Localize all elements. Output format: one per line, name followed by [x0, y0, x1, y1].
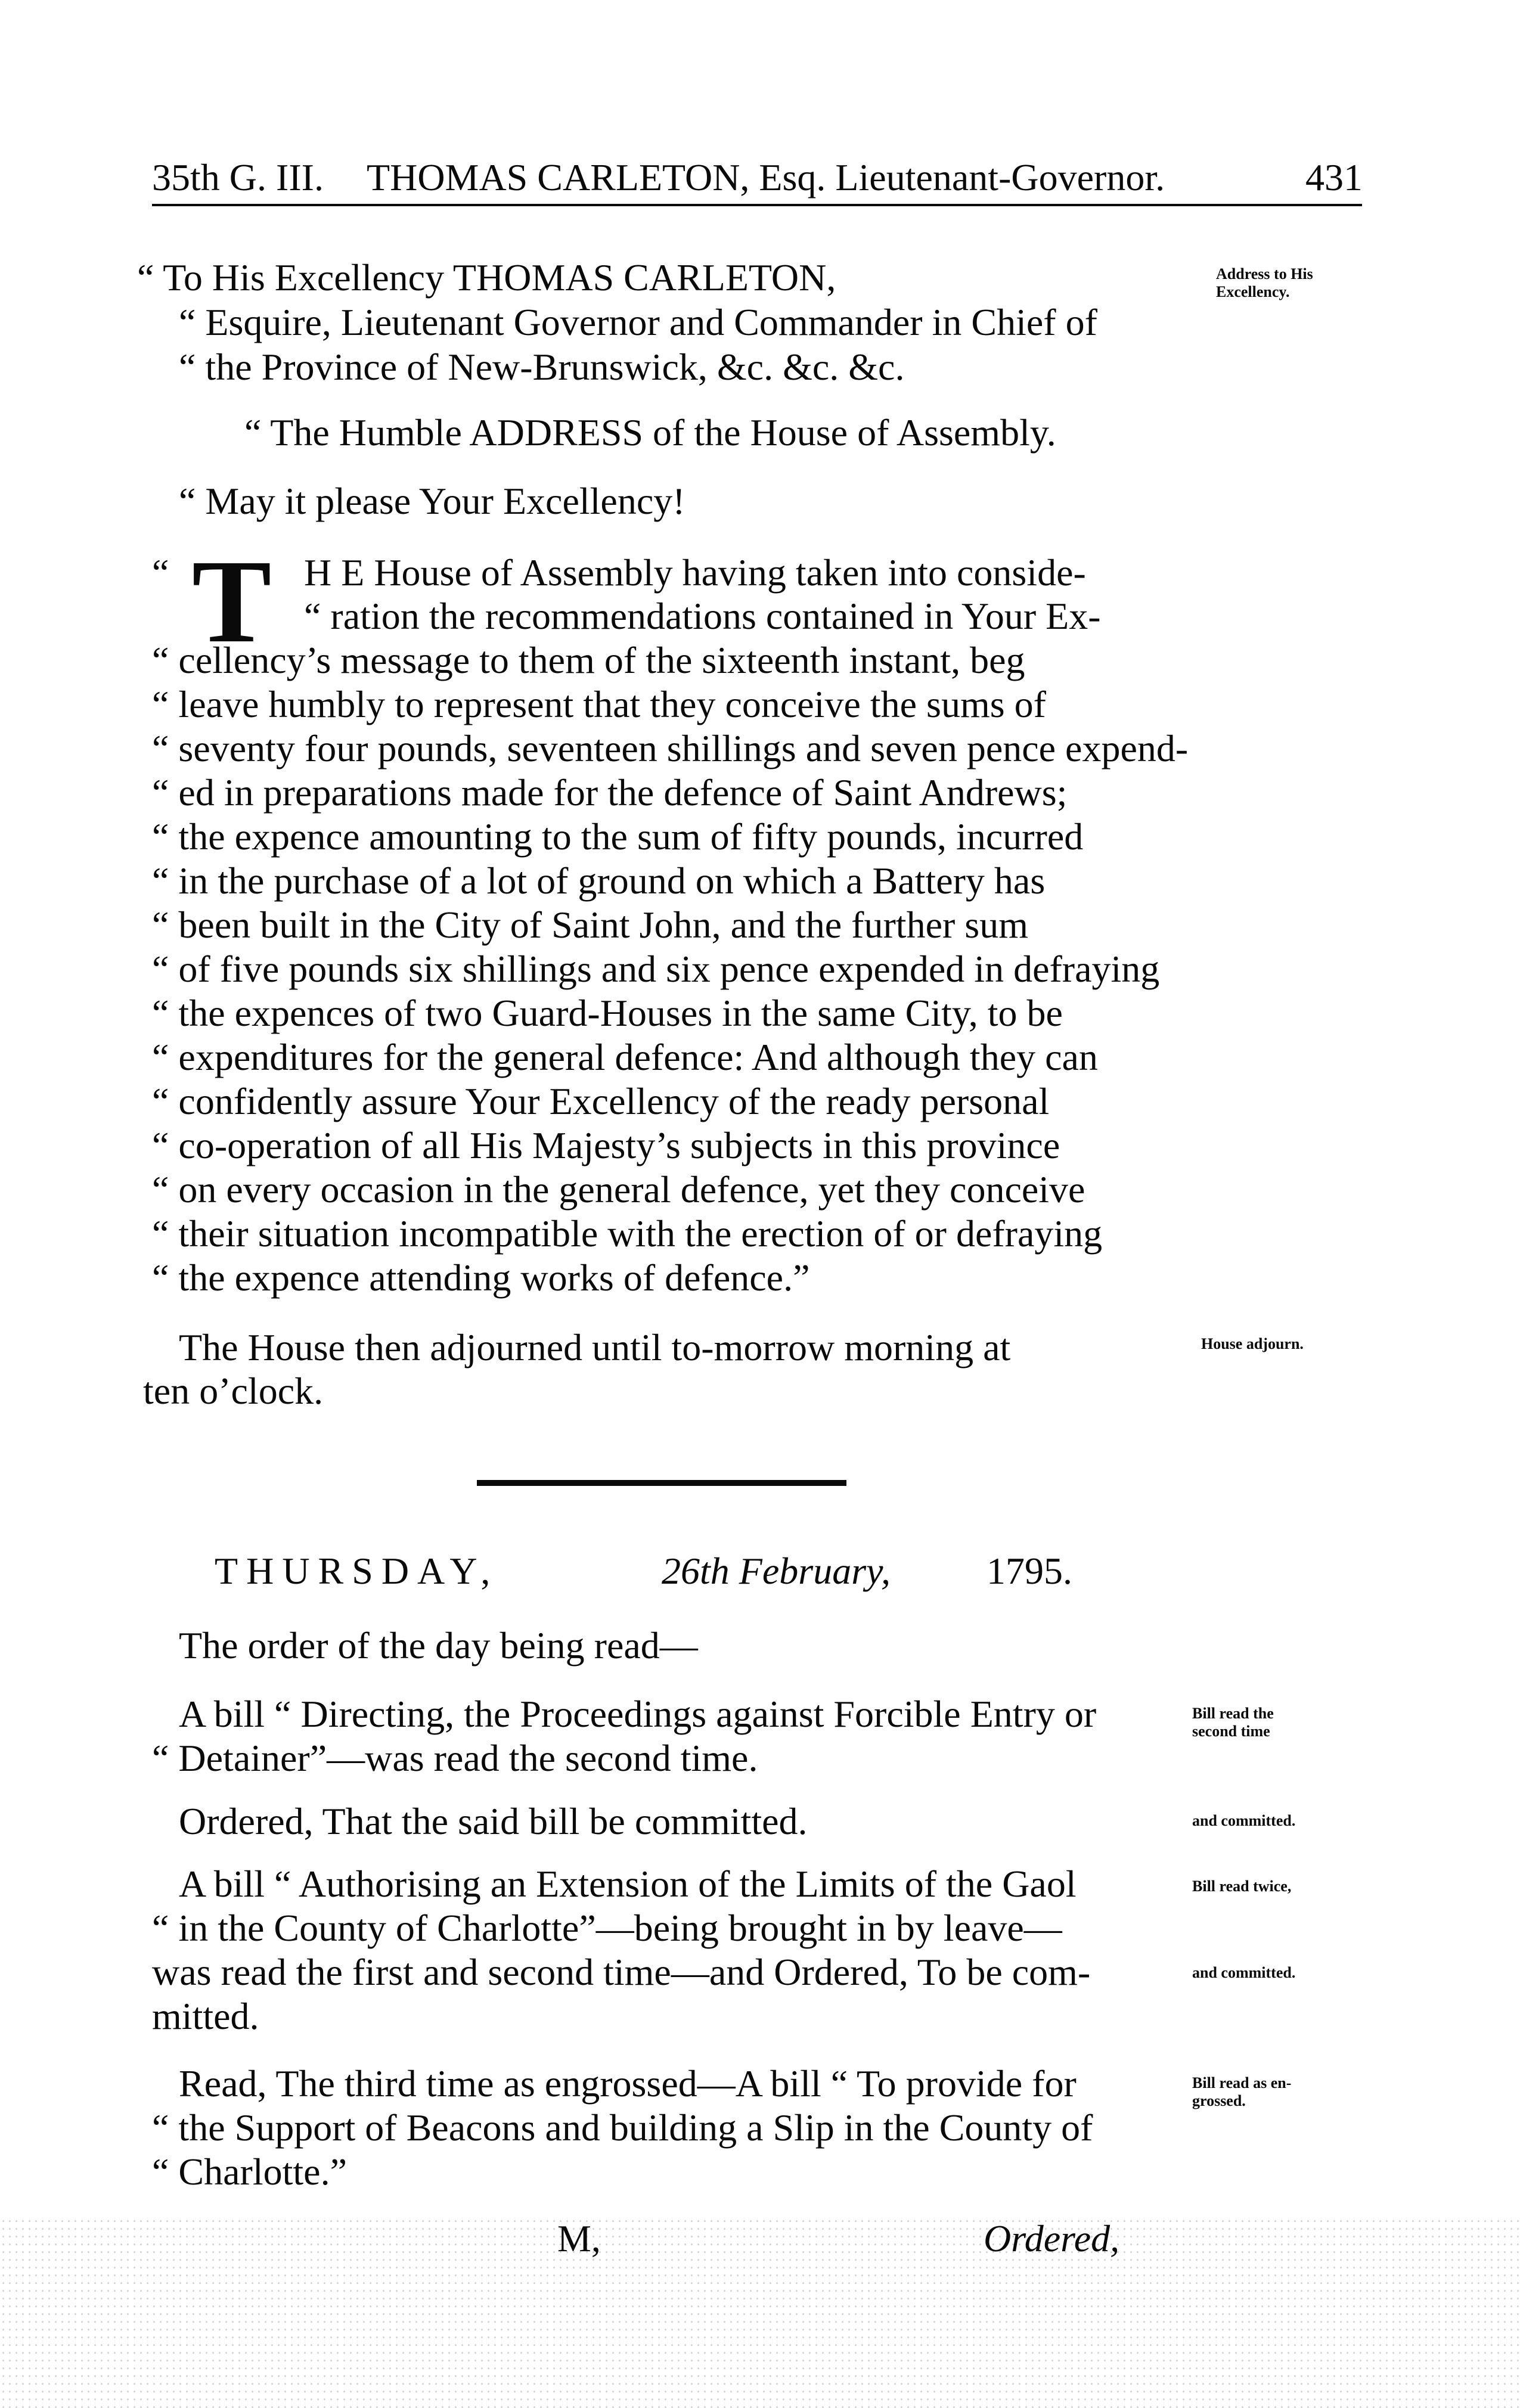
- body-line: “ the expence amounting to the sum of fifty pounds, incurred: [152, 815, 1084, 858]
- body-line: “ co-operation of all His Majesty’s subjects in this province: [152, 1124, 1060, 1166]
- margin-note-line: Bill read as en-: [1192, 2074, 1292, 2092]
- body-line: “ confidently assure Your Excellency of the ready personal: [152, 1080, 1050, 1122]
- margin-note-committed: and committed.: [1192, 1812, 1296, 1829]
- body-line: “ in the purchase of a lot of ground on which a Battery has: [152, 859, 1046, 902]
- bill-text: “ Detainer”—was read the second time.: [152, 1737, 758, 1779]
- bill-text: “ the Support of Beacons and building a Slip in the County of: [152, 2106, 1093, 2149]
- bill-text: “ Charlotte.”: [152, 2151, 347, 2193]
- body-line: “ their situation incompatible with the erection of or defraying: [152, 1212, 1103, 1255]
- body-line: H E House of Assembly having taken into conside-: [304, 551, 1086, 594]
- ordered-text: Ordered, That the said bill be committed.: [179, 1800, 808, 1842]
- drop-cap: T: [192, 536, 272, 668]
- salutation-line: “ the Province of New-Brunswick, &c. &c. &c.: [179, 346, 905, 388]
- bill-text: A bill “ Authorising an Extension of the Limits of the Gaol: [179, 1863, 1077, 1905]
- signature-mark: M,: [557, 2217, 601, 2260]
- section-year: 1795.: [987, 1550, 1072, 1592]
- bill-text: Read, The third time as engrossed—A bill “ To provide for: [179, 2062, 1077, 2105]
- body-line: “ the expence attending works of defence.”: [152, 1256, 810, 1299]
- margin-note-committed: and committed.: [1192, 1964, 1296, 1981]
- catchword: Ordered,: [984, 2217, 1120, 2260]
- header-session: 35th G. III.: [152, 156, 324, 198]
- bill-text: was read the first and second time—and Ordered, To be com-: [152, 1951, 1091, 1993]
- margin-note-line: Address to His: [1216, 265, 1313, 283]
- adjournment-line: ten o’clock.: [143, 1370, 324, 1412]
- margin-note-line: Excellency.: [1216, 283, 1290, 300]
- margin-note-house-adjourn: House adjourn.: [1201, 1335, 1304, 1352]
- adjournment-line: The House then adjourned until to-morrow morning at: [179, 1326, 1011, 1369]
- margin-note-address: [1216, 265, 1313, 301]
- order-of-day: The order of the day being read—: [179, 1624, 698, 1667]
- margin-note-second-time: [1192, 1705, 1274, 1740]
- section-divider: [477, 1480, 846, 1486]
- body-line: “ ration the recommendations contained in Your Ex-: [304, 595, 1101, 637]
- section-date: 26th February,: [662, 1550, 891, 1592]
- body-line: “ expenditures for the general defence: And although they can: [152, 1036, 1098, 1078]
- bill-text: “ in the County of Charlotte”—being brought in by leave—: [152, 1907, 1062, 1949]
- body-line: “ of five pounds six shillings and six pence expended in defraying: [152, 948, 1160, 990]
- header-rule: [152, 204, 1362, 206]
- body-line: “ the expences of two Guard-Houses in the same City, to be: [152, 992, 1063, 1034]
- margin-note-line: grossed.: [1192, 2092, 1246, 2109]
- address-title: “ The Humble ADDRESS of the House of Assembly.: [244, 411, 1056, 454]
- body-line: “ cellency’s message to them of the sixteenth instant, beg: [152, 639, 1025, 681]
- body-line: “ been built in the City of Saint John, and the further sum: [152, 904, 1028, 946]
- body-line: “ ed in preparations made for the defence of Saint Andrews;: [152, 771, 1068, 814]
- page-number: 431: [1305, 156, 1363, 198]
- bill-text: mitted.: [152, 1995, 259, 2037]
- bill-text: A bill “ Directing, the Proceedings against Forcible Entry or: [179, 1693, 1097, 1735]
- salutation-line: “ Esquire, Lieutenant Governor and Commander in Chief of: [179, 301, 1097, 343]
- address-greeting: “ May it please Your Excellency!: [179, 480, 685, 522]
- margin-note-engrossed: [1192, 2074, 1291, 2110]
- margin-note-read-twice: Bill read twice,: [1192, 1878, 1292, 1895]
- body-line: “ leave humbly to represent that they conceive the sums of: [152, 683, 1046, 725]
- header-title: THOMAS CARLETON, Esq. Lieutenant-Governor.: [367, 156, 1165, 198]
- body-line: “ seventy four pounds, seventeen shillings and seven pence expend-: [152, 727, 1189, 769]
- body-line: “ on every occasion in the general defence, yet they conceive: [152, 1168, 1085, 1211]
- margin-note-line: second time: [1192, 1723, 1270, 1740]
- section-day: THURSDAY,: [215, 1550, 499, 1592]
- margin-note-line: Bill read the: [1192, 1705, 1274, 1722]
- scan-noise: [0, 2217, 1520, 2408]
- salutation-line: “ To His Excellency THOMAS CARLETON,: [137, 256, 836, 299]
